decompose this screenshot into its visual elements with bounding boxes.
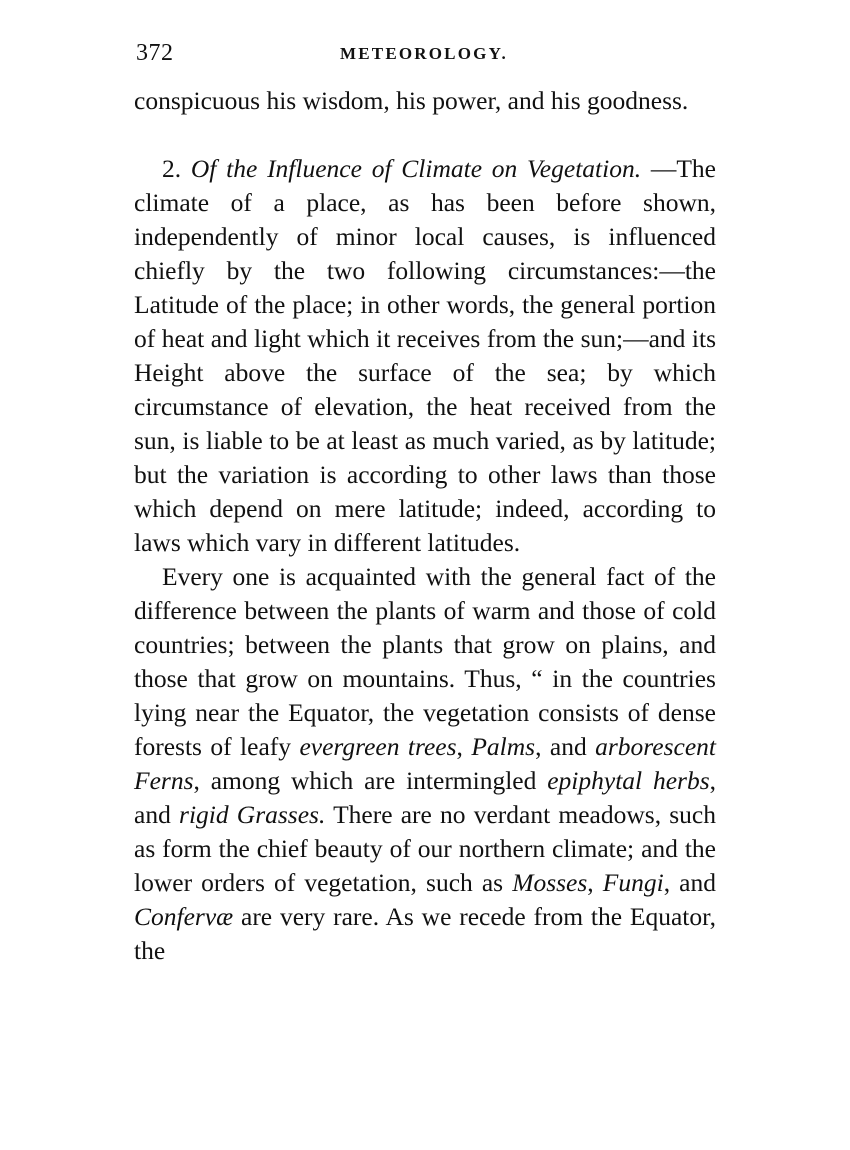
text-run: are very rare. As we recede from the Equator, the	[134, 902, 716, 965]
text-run: , among which are intermingled	[193, 766, 548, 795]
text-run: , and	[535, 732, 596, 761]
text-run: Every one is acquainted with the general fact of the difference between the plants of warm and those of cold countries; between the plants that grow on plains, and those that grow on mountains. Thus, “ in the countries lying near the Equator, the vegetation consists of dense forests of leafy	[134, 562, 716, 761]
italic-term: Fungi	[602, 868, 664, 897]
italic-term: Palms	[471, 732, 536, 761]
running-title: METEOROLOGY.	[340, 44, 508, 63]
italic-term: rigid Grasses.	[179, 800, 326, 829]
section-number: 2.	[162, 154, 191, 183]
page-number: 372	[136, 40, 174, 66]
text-run: ,	[587, 868, 603, 897]
text-run: ,	[456, 732, 472, 761]
paragraph-vegetation	[134, 560, 716, 968]
section-title: Of the Influence of Climate on Vegetation.	[190, 154, 642, 183]
paragraph-text: conspicuous his wisdom, his power, and his goodness.	[134, 86, 689, 115]
paragraph-section-2	[134, 152, 716, 560]
paragraph-continued	[134, 84, 716, 118]
italic-term: arborescent Ferns	[134, 732, 716, 795]
text-run: There are no verdant meadows, such as form the chief beauty of our northern climate; and the lower orders of vegetation, such as	[134, 800, 716, 897]
italic-term: Confervæ	[134, 902, 234, 931]
italic-term: evergreen trees	[299, 732, 457, 761]
paragraph-text: —The climate of a place, as has been before shown, independently of minor local causes, is influenced chiefly by the two following circumstances:—the Latitude of the place; in other words, the general portion of heat and light which it receives from the sun;—and its Height above the surface of the sea; by which circumstance of elevation, the heat received from the sun, is liable to be at least as much varied, as by latitude; but the variation is according to other laws than those which depend on mere latitude; indeed, according to laws which vary in different latitudes.	[134, 154, 716, 557]
text-run: , and	[134, 766, 716, 829]
body-text	[134, 84, 716, 968]
text-run: , and	[663, 868, 716, 897]
italic-term: Mosses	[512, 868, 588, 897]
italic-term: epiphytal herbs	[547, 766, 710, 795]
